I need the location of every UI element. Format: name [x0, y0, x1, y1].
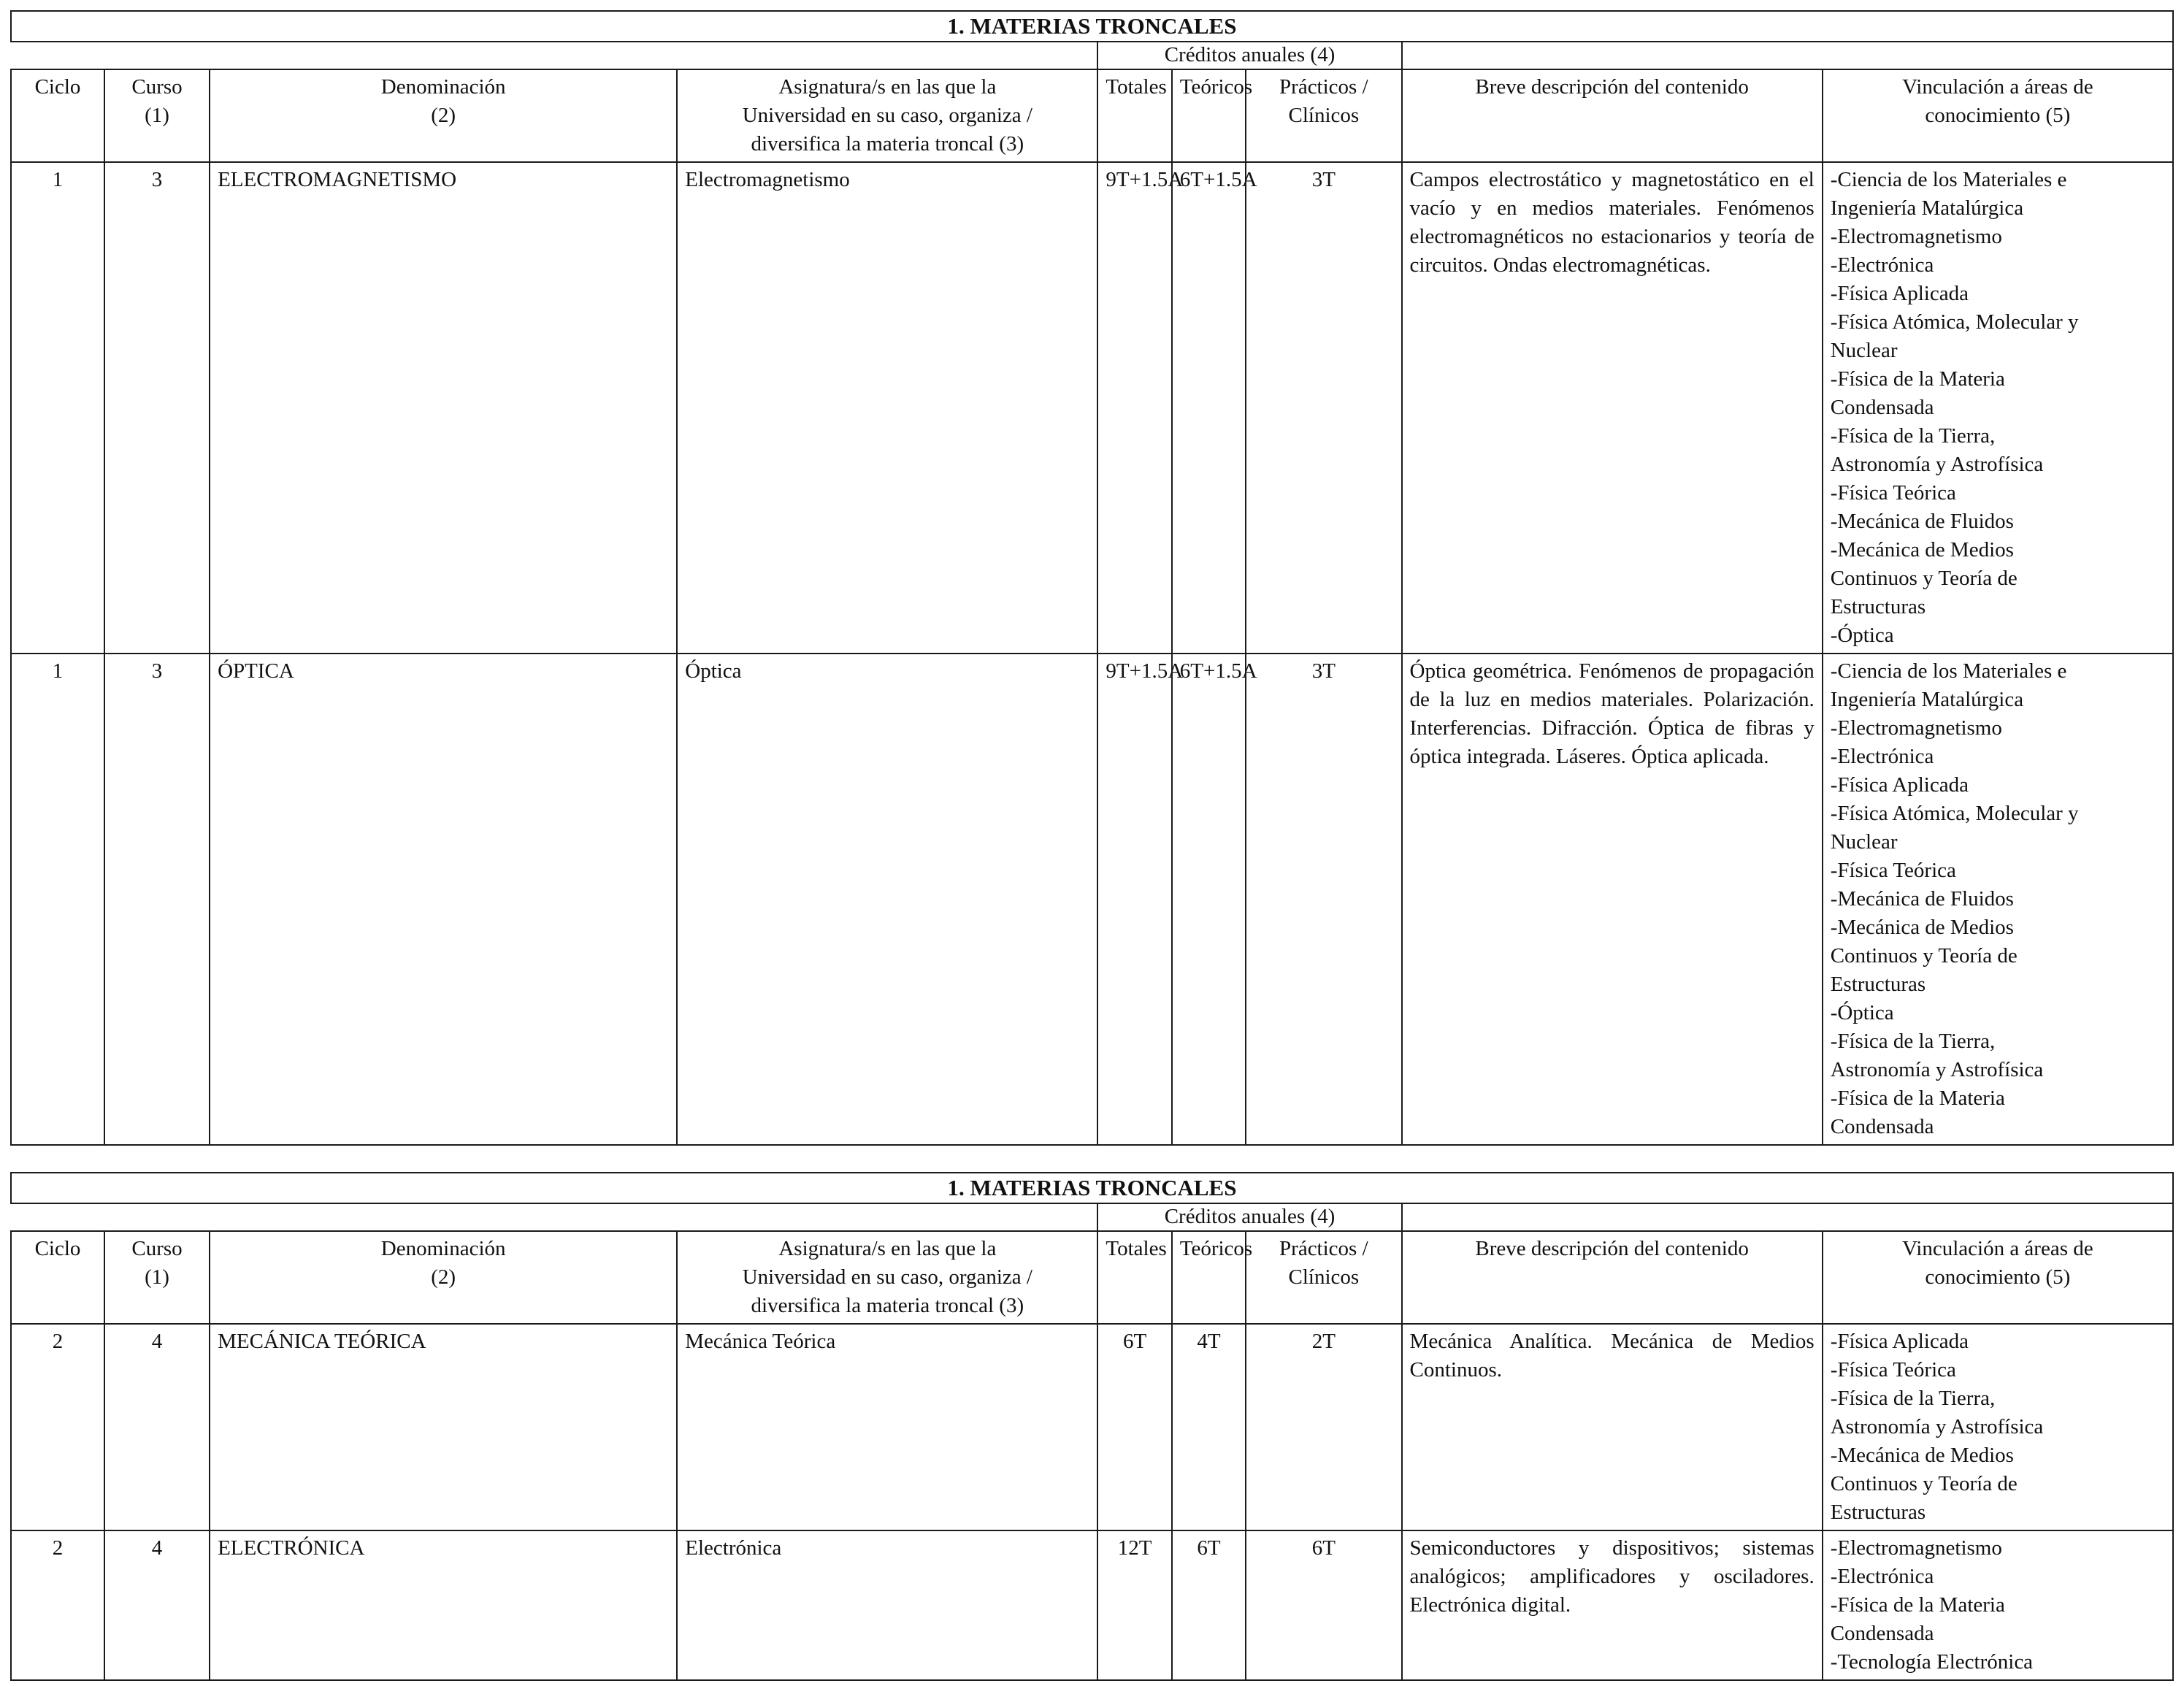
cell-denominacion: ELECTROMAGNETISMO [210, 162, 677, 654]
table-row [11, 654, 2173, 1145]
cell-asignatura: Óptica [677, 654, 1097, 1145]
col-header-vinculacion: Vinculación a áreas de conocimiento (5) [1823, 1231, 2173, 1324]
col-header-denominacion: Denominación (2) [210, 69, 677, 162]
cell-practicos: 6T [1246, 1530, 1401, 1680]
cell-vinculacion: -Electromagnetismo -Electrónica -Física de la Materia Condensada -Tecnología Electrónica [1823, 1530, 2173, 1680]
cell-teoricos: 6T [1172, 1530, 1246, 1680]
col-header-totales: Totales [1097, 69, 1171, 162]
cell-teoricos: 6T+1.5A [1172, 162, 1246, 654]
cell-practicos: 3T [1246, 654, 1401, 1145]
cell-vinculacion: -Física Aplicada -Física Teórica -Física de la Tierra, Astronomía y Astrofísica -Mecánica de Medios Continuos y Teoría de Estructuras [1823, 1324, 2173, 1530]
creditos-anuales-header: Créditos anuales (4) [1097, 42, 1401, 69]
cell-denominacion: MECÁNICA TEÓRICA [210, 1324, 677, 1530]
cell-curso: 4 [104, 1324, 210, 1530]
materias-troncales-table-1 [10, 10, 2174, 1146]
col-header-descripcion: Breve descripción del contenido [1402, 69, 1823, 162]
cell-practicos: 2T [1246, 1324, 1401, 1530]
cell-practicos: 3T [1246, 162, 1401, 654]
col-header-vinculacion: Vinculación a áreas de conocimiento (5) [1823, 69, 2173, 162]
cell-denominacion: ÓPTICA [210, 654, 677, 1145]
cell-vinculacion: -Ciencia de los Materiales e Ingeniería Matalúrgica -Electromagnetismo -Electrónica -Física Aplicada -Física Atómica, Molecular y Nuclear -Física Teórica -Mecánica de Fluidos -Mecánica de Medios Continuos y Teoría de Estructuras -Óptica -Física de la Tierra, Astronomía y Astrofísica -Física de la Materia Condensada [1823, 654, 2173, 1145]
cell-denominacion: ELECTRÓNICA [210, 1530, 677, 1680]
cell-descripcion: Mecánica Analítica. Mecánica de Medios Continuos. [1402, 1324, 1823, 1530]
col-header-teoricos: Teóricos [1172, 69, 1246, 162]
cell-totales: 12T [1097, 1530, 1171, 1680]
col-header-descripcion: Breve descripción del contenido [1402, 1231, 1823, 1324]
cell-curso: 3 [104, 162, 210, 654]
cell-totales: 9T+1.5A [1097, 162, 1171, 654]
cell-teoricos: 4T [1172, 1324, 1246, 1530]
col-header-ciclo: Ciclo [11, 69, 104, 162]
cell-descripcion: Semiconductores y dispositivos; sistemas analógicos; amplificadores y osciladores. Electrónica digital. [1402, 1530, 1823, 1680]
table-row [11, 1530, 2173, 1680]
cell-asignatura: Mecánica Teórica [677, 1324, 1097, 1530]
cell-ciclo: 1 [11, 162, 104, 654]
creditos-anuales-header: Créditos anuales (4) [1097, 1203, 1401, 1231]
cell-descripcion: Campos electrostático y magnetostático en el vacío y en medios materiales. Fenómenos electromagnéticos no estacionarios y teoría de circuitos. Ondas electromagnéticas. [1402, 162, 1823, 654]
cell-ciclo: 2 [11, 1324, 104, 1530]
cell-curso: 4 [104, 1530, 210, 1680]
cell-totales: 6T [1097, 1324, 1171, 1530]
table-row [11, 162, 2173, 654]
col-header-asignatura: Asignatura/s en las que la Universidad en su caso, organiza / diversifica la materia troncal (3) [677, 1231, 1097, 1324]
cell-descripcion: Óptica geométrica. Fenómenos de propagación de la luz en medios materiales. Polarización. Interferencias. Difracción. Óptica de fibras y óptica integrada. Láseres. Óptica aplicada. [1402, 654, 1823, 1145]
col-header-teoricos: Teóricos [1172, 1231, 1246, 1324]
cell-ciclo: 1 [11, 654, 104, 1145]
table-row [11, 1324, 2173, 1530]
cell-asignatura: Electromagnetismo [677, 162, 1097, 654]
col-header-practicos: Prácticos / Clínicos [1246, 69, 1401, 162]
col-header-curso: Curso (1) [104, 69, 210, 162]
cell-teoricos: 6T+1.5A [1172, 654, 1246, 1145]
cell-curso: 3 [104, 654, 210, 1145]
col-header-practicos: Prácticos / Clínicos [1246, 1231, 1401, 1324]
table-title: 1. MATERIAS TRONCALES [11, 1173, 2173, 1203]
cell-asignatura: Electrónica [677, 1530, 1097, 1680]
cell-vinculacion: -Ciencia de los Materiales e Ingeniería Matalúrgica -Electromagnetismo -Electrónica -Física Aplicada -Física Atómica, Molecular y Nuclear -Física de la Materia Condensada -Física de la Tierra, Astronomía y Astrofísica -Física Teórica -Mecánica de Fluidos -Mecánica de Medios Continuos y Teoría de Estructuras -Óptica [1823, 162, 2173, 654]
table-title: 1. MATERIAS TRONCALES [11, 11, 2173, 42]
col-header-asignatura: Asignatura/s en las que la Universidad en su caso, organiza / diversifica la materia troncal (3) [677, 69, 1097, 162]
materias-troncales-table-2 [10, 1172, 2174, 1681]
cell-ciclo: 2 [11, 1530, 104, 1680]
col-header-ciclo: Ciclo [11, 1231, 104, 1324]
cell-totales: 9T+1.5A [1097, 654, 1171, 1145]
col-header-totales: Totales [1097, 1231, 1171, 1324]
col-header-denominacion: Denominación (2) [210, 1231, 677, 1324]
col-header-curso: Curso (1) [104, 1231, 210, 1324]
